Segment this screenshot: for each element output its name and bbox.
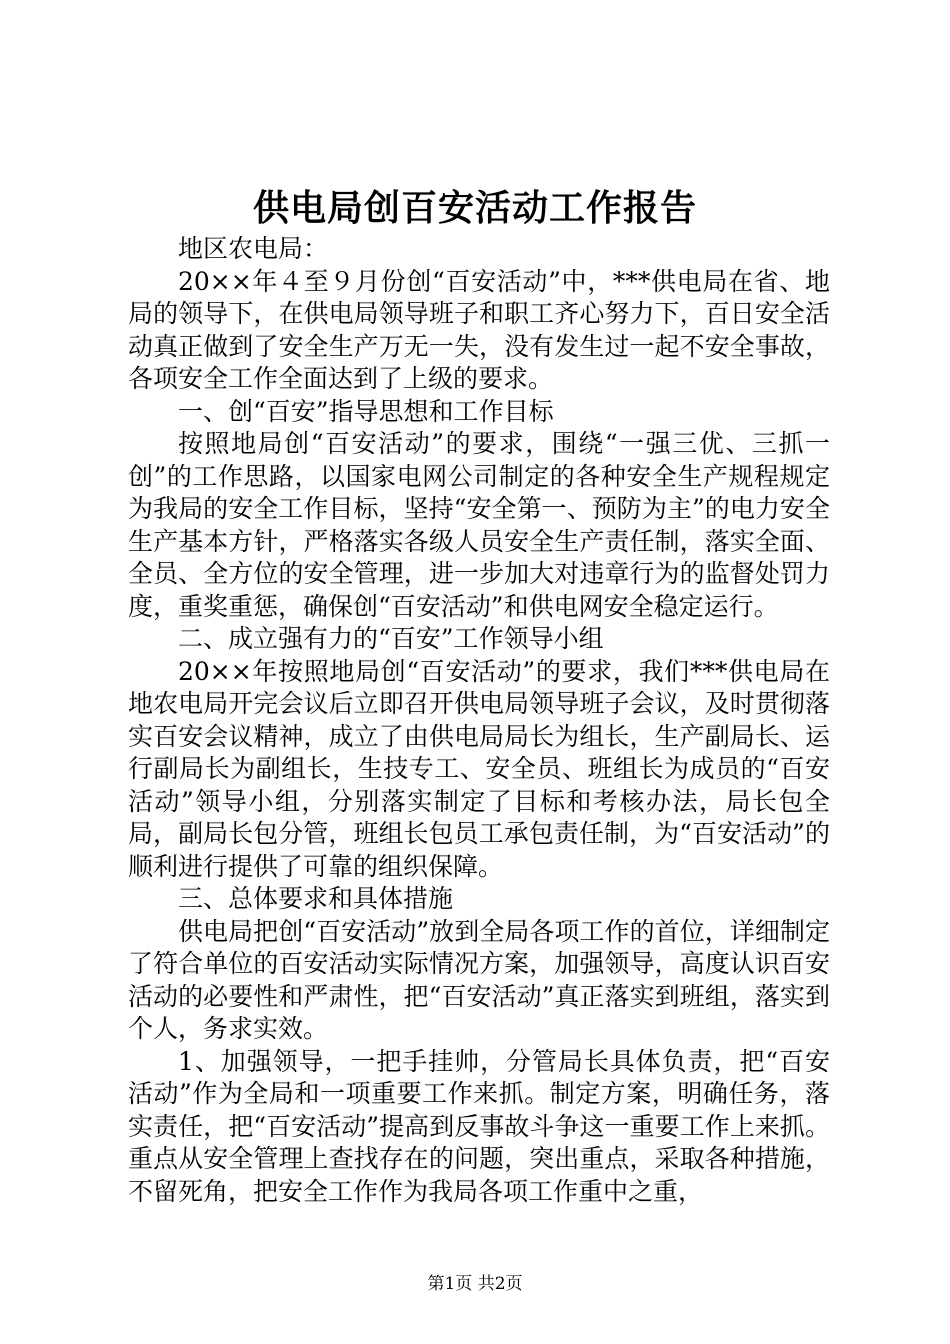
section-heading-2: 二、成立强有力的“百安”工作领导小组	[178, 624, 604, 653]
section-paragraph-3: 供电局把创“百安活动”放到全局各项工作的首位，详细制定了符合单位的百安活动实际情况方案，加强领导，高度认识百安活动的必要性和严肃性，把“百安活动”真正落实到班组，落实到个人，务求实效。	[128, 916, 830, 1043]
intro-paragraph: 20××年４至９月份创“百安活动”中，***供电局在省、地局的领导下，在供电局领导班子和职工齐心努力下，百日安全活动真正做到了安全生产万无一失，没有发生过一起不安全事故，各项安全工作全面达到了上级的要求。	[128, 266, 830, 393]
section-heading-3: 三、总体要求和具体措施	[178, 884, 454, 913]
section-heading-1: 一、创“百安”指导思想和工作目标	[178, 396, 554, 426]
measure-paragraph-1: 1、加强领导，一把手挂帅，分管局长具体负责，把“百安活动”作为全局和一项重要工作来抓。制定方案，明确任务，落实责任，把“百安活动”提高到反事故斗争这一重要工作上来抓。重点从安全管理上查找存在的问题，突出重点，采取各种措施，不留死角，把安全工作作为我局各项工作重中之重，	[128, 1046, 830, 1206]
document-title: 供电局创百安活动工作报告	[252, 187, 697, 229]
section-paragraph-1: 按照地局创“百安活动”的要求，围绕“一强三优、三抓一创”的工作思路，以国家电网公司制定的各种安全生产规程规定为我局的安全工作目标，坚持“安全第一、预防为主”的电力安全生产基本方针，严格落实各级人员安全生产责任制，落实全面、全员、全方位的安全管理，进一步加大对违章行为的监督处罚力度，重奖重惩，确保创“百安活动”和供电网安全稳定运行。	[128, 429, 830, 621]
section-paragraph-2: 20××年按照地局创“百安活动”的要求，我们***供电局在地农电局开完会议后立即召开供电局领导班子会议，及时贯彻落实百安会议精神，成立了由供电局局长为组长，生产副局长、运行副局长为副组长，生技专工、安全员、班组长为成员的“百安活动”领导小组，分别落实制定了目标和考核办法，局长包全局，副局长包分管，班组长包员工承包责任制，为“百安活动”的顺利进行提供了可靠的组织保障。	[128, 656, 830, 881]
salutation: 地区农电局：	[178, 234, 329, 263]
page-footer: 第1页 共2页	[427, 1274, 523, 1294]
document-body	[128, 233, 830, 1208]
